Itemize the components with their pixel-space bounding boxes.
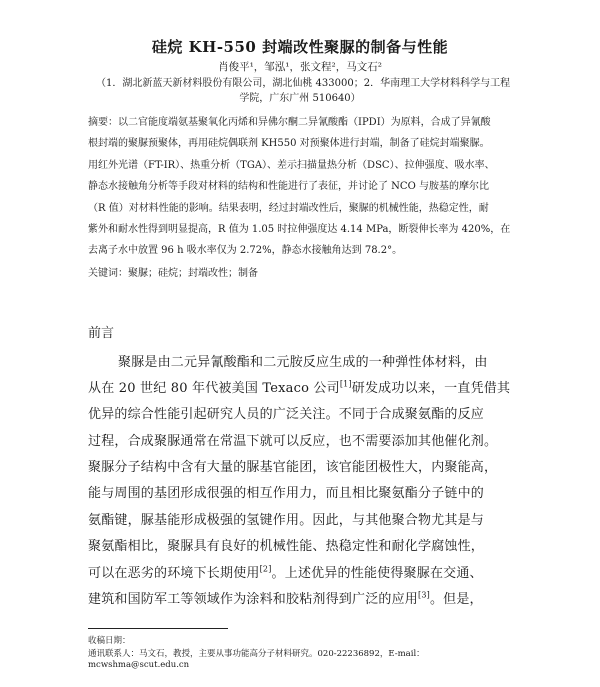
body-text: 从在 20 世纪 80 年代被美国 Texaco 公司 — [88, 381, 340, 396]
body-line — [88, 403, 520, 422]
body-text: 。但是， — [429, 592, 483, 607]
abstract-line: （R 值）对材料性能的影响。结果表明，经过封端改性后，聚脲的机械性能，热稳定性，耐 — [88, 203, 489, 214]
abstract-line: 用红外光谱（FT-IR）、热重分析（TGA）、差示扫描量热分析（DSC）、拉伸强度、吸水率、 — [88, 160, 495, 171]
body-text: 研发成功以来，一直凭借其 — [351, 381, 511, 396]
footnote-line: 收稿日期： — [88, 636, 131, 646]
body-line — [88, 430, 520, 449]
body-text: 优异的综合性能引起研究人员的广泛关注。不同于合成聚氨酯的反应 — [88, 407, 485, 422]
body-line — [88, 377, 520, 396]
body-text: 能与周围的基团形成很强的相互作用力，而且相比聚氨酯分子链中的 — [88, 486, 485, 501]
citation-ref: [2] — [259, 564, 272, 574]
body-line — [118, 351, 520, 370]
footnote-divider — [88, 628, 228, 629]
body-text: 建筑和国防军工等领域作为涂料和胶粘剂得到广泛的应用 — [88, 592, 419, 607]
section-heading: 前言 — [88, 326, 115, 341]
body-line — [88, 456, 520, 475]
affiliation-line-2: 学院，广东广州 510640） — [239, 93, 361, 104]
footnote-line: mcwshma@scut.edu.cn — [88, 660, 190, 670]
citation-ref: [1] — [339, 379, 352, 389]
abstract-line: 静态水接触角分析等手段对材料的结构和性能进行了表征，并讨论了 NCO 与胺基的摩尔比 — [88, 181, 489, 192]
body-text: 氨酯键，脲基能形成极强的氢键作用。因此，与其他聚合物尤其是与 — [88, 513, 485, 528]
body-text: 聚脲是由二元异氰酸酯和二元胺反应生成的一种弹性体材料，由 — [118, 355, 488, 370]
abstract-line: 摘要：以二官能度端氨基聚氧化丙烯和异佛尔酮二异氰酸酯（IPDI）为原料，合成了异氰酸 — [88, 117, 491, 128]
keywords: 关键词：聚脲；硅烷；封端改性；制备 — [88, 268, 258, 279]
body-line — [88, 509, 520, 528]
affiliation-line-1: （1．湖北新蓝天新材料股份有限公司，湖北仙桃 433000；2．华南理工大学材料科学与工程 — [96, 78, 511, 89]
body-line — [88, 482, 520, 501]
body-text: 过程，合成聚脲通常在常温下就可以反应，也不需要添加其他催化剂。 — [88, 434, 498, 449]
body-line — [88, 588, 520, 607]
citation-ref: [3] — [418, 590, 430, 600]
body-text: 聚脲分子结构中含有大量的脲基官能团，该官能团极性大，内聚能高， — [88, 460, 498, 475]
footnote-line: 通讯联系人：马文石，教授，主要从事功能高分子材料研究。020-22236892，E-mail： — [88, 649, 425, 659]
body-line — [88, 535, 520, 554]
body-text: 可以在恶劣的环境下长期使用 — [88, 566, 260, 581]
paper-title: 硅烷 KH-550 封端改性聚脲的制备与性能 — [151, 38, 449, 56]
abstract-line: 去离子水中放置 96 h 吸水率仅为 2.72%，静态水接触角达到 78.2°。 — [88, 245, 403, 256]
body-text: 。上述优异的性能使得聚脲在交通、 — [271, 566, 483, 581]
body-text: 聚氨酯相比，聚脲具有良好的机械性能、热稳定性和耐化学腐蚀性， — [88, 539, 485, 554]
body-line — [88, 562, 520, 581]
author-list: 肖俊平¹，邹泓¹，张文程²，马文石² — [218, 61, 382, 73]
abstract-line: 紫外和耐水性得到明显提高，R 值为 1.05 时拉伸强度达 4.14 MPa，断裂伸长率为 420%，在 — [88, 224, 511, 235]
abstract-line: 根封端的聚脲预聚体，再用硅烷偶联剂 KH550 对预聚体进行封端，制备了硅烷封端聚脲。 — [88, 138, 490, 149]
